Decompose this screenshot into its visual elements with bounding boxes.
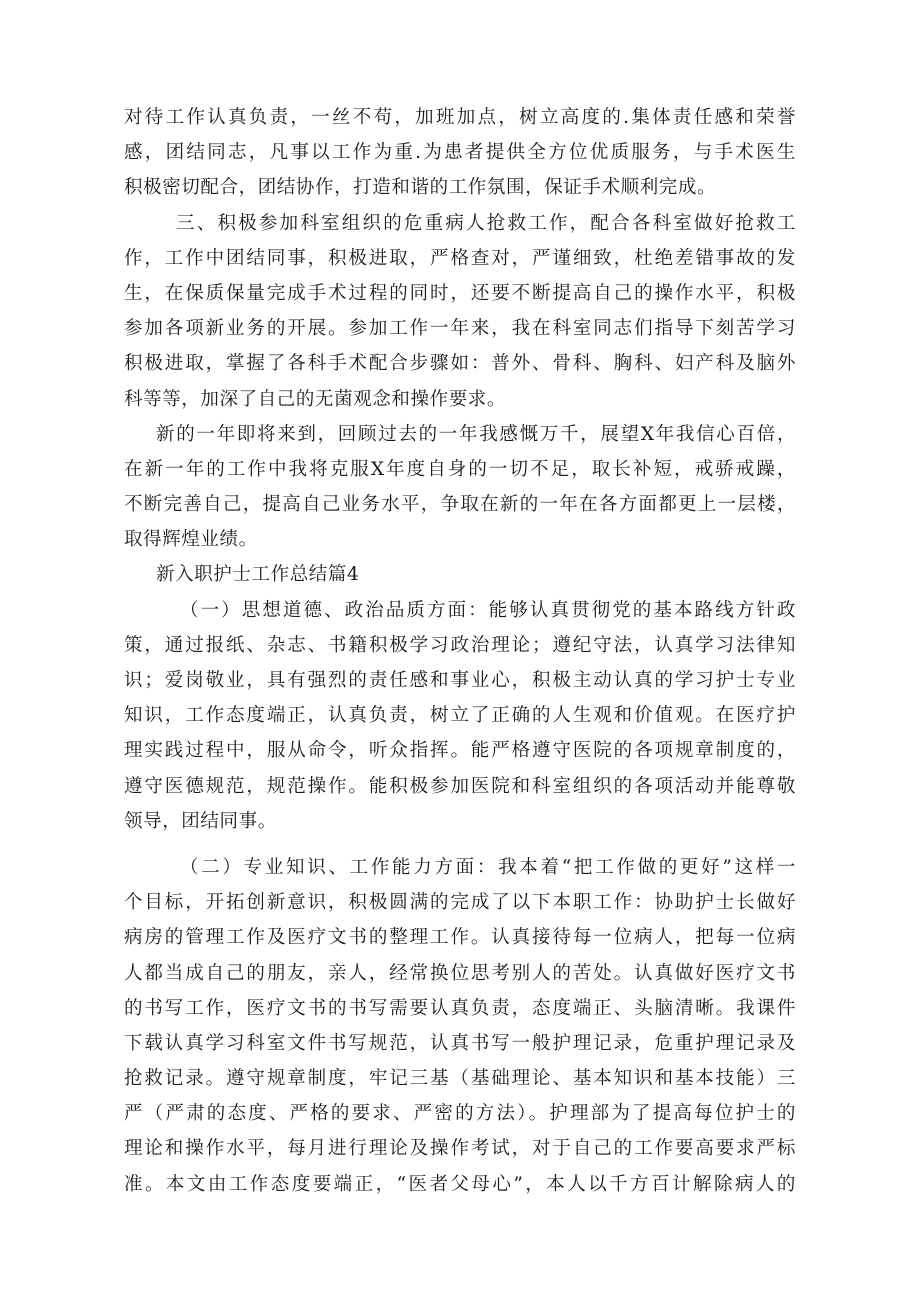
text-line: 感，团结同志，凡事以工作为重.为患者提供全方位优质服务，与手术医生 — [124, 142, 796, 164]
text-line: 对待工作认真负责，一丝不苟，加班加点，树立高度的.集体责任感和荣誉 — [124, 107, 796, 128]
text-line: 积极进取，掌握了各科手术配合步骤如：普外、骨科、胸科、妇产科及脑外 — [124, 353, 796, 375]
text-line: 理实践过程中，服从命令，听众指挥。能严格遵守医院的各项规章制度的， — [124, 740, 796, 762]
text-line: 遵守医德规范，规范操作。能积极参加医院和科室组织的各项活动并能尊敬 — [124, 775, 796, 797]
text-line: 严（严肃的态度、严格的要求、严密的方法）。护理部为了提高每位护士的 — [124, 1103, 796, 1125]
text-line: 领导，团结同事。 — [124, 810, 277, 832]
text-line: 的书写工作，医疗文书的书写需要认真负责，态度端正、头脑清晰。我课件 — [124, 997, 796, 1019]
text-line: 不断完善自己，提高自己业务水平，争取在新的一年在各方面都更上一层楼， — [124, 494, 796, 516]
paragraph-start-line: 三、积极参加科室组织的危重病人抢救工作，配合各科室做好抢救工 — [176, 212, 796, 234]
text-line: 准。本文由工作态度要端正，“医者父母心”，本人以千方百计解除病人的 — [124, 1173, 796, 1195]
text-line: 在新一年的工作中我将克服X年度自身的一切不足，取长补短，戒骄戒躁， — [124, 458, 796, 480]
paragraph-start-line: （一）思想道德、政治品质方面：能够认真贯彻党的基本路线方针政 — [180, 599, 796, 621]
text-line: 策，通过报纸、杂志、书籍积极学习政治理论；遵纪守法，认真学习法律知 — [124, 634, 796, 656]
paragraph-start-line: （二）专业知识、工作能力方面：我本着“把工作做的更好”这样一 — [180, 856, 796, 878]
text-line: 知识，工作态度端正，认真负责，树立了正确的人生观和价值观。在医疗护 — [124, 705, 796, 727]
text-line: 科等等，加深了自己的无菌观念和操作要求。 — [124, 388, 507, 410]
paragraph-start-line: 新的一年即将来到，回顾过去的一年我感慨万千，展望X年我信心百倍， — [156, 423, 796, 445]
text-line: 病房的管理工作及医疗文书的整理工作。认真接待每一位病人，把每一位病 — [124, 927, 796, 949]
text-line: 个目标，开拓创新意识，积极圆满的完成了以下本职工作：协助护士长做好 — [124, 892, 796, 914]
text-line: 抢救记录。遵守规章制度，牢记三基（基础理论、基本知识和基本技能）三 — [124, 1068, 796, 1090]
text-line: 参加各项新业务的开展。参加工作一年来，我在科室同志们指导下刻苦学习 — [124, 318, 796, 340]
text-line: 积极密切配合，团结协作，打造和谐的工作氛围，保证手术顺利完成。 — [124, 177, 717, 199]
text-line: 取得辉煌业绩。 — [124, 529, 258, 551]
document-page — [124, 100, 796, 1202]
text-line: 理论和操作水平，每月进行理论及操作考试，对于自己的工作要高要求严标 — [124, 1138, 796, 1160]
text-line: 生，在保质保量完成手术过程的同时，还要不断提高自己的操作水平，积极 — [124, 282, 796, 304]
text-line: 作，工作中团结同事，积极进取，严格查对，严谨细致，杜绝差错事故的发 — [124, 247, 796, 269]
text-line: 识；爱岗敬业，具有强烈的责任感和事业心，积极主动认真的学习护士专业 — [124, 670, 796, 691]
text-line: 下载认真学习科室文件书写规范，认真书写一般护理记录，危重护理记录及 — [124, 1032, 796, 1054]
text-line: 人都当成自己的朋友，亲人，经常换位思考别人的苦处。认真做好医疗文书 — [124, 962, 796, 984]
section-heading: 新入职护士工作总结篇4 — [156, 564, 360, 586]
